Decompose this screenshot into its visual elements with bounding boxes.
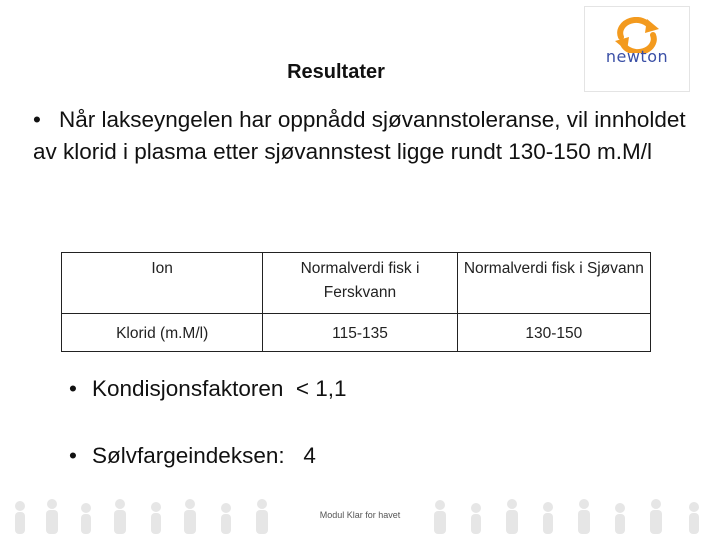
cell-seawater-value: 130-150 xyxy=(457,314,650,352)
bullet-text: Sølvfargeindeksen: 4 xyxy=(92,443,316,468)
footer-label: Modul Klar for havet xyxy=(319,510,401,520)
lead-paragraph xyxy=(33,104,705,168)
lead-text: Når lakseyngelen har oppnådd sjøvannstoleranse, vil innholdet av klorid i plasma etter sjøvannstest ligge rundt 130-150 m.M/l xyxy=(33,107,686,164)
bullet-text: Kondisjonsfaktoren < 1,1 xyxy=(92,376,347,401)
header-ion: Ion xyxy=(62,253,263,314)
cell-ion: Klorid (m.M/l) xyxy=(62,314,263,352)
bullet-marker: • xyxy=(69,443,77,468)
cell-freshwater-value: 115-135 xyxy=(263,314,457,352)
slide-title: Resultater xyxy=(287,61,385,83)
table-header-row xyxy=(62,253,651,314)
table-row xyxy=(62,314,651,352)
bullet-condition-factor xyxy=(69,375,347,403)
header-seawater: Normalverdi fisk i Sjøvann xyxy=(457,253,650,314)
bullet-silver-index xyxy=(69,442,316,470)
logo-wordmark: newton xyxy=(605,47,669,66)
bullet-marker: • xyxy=(33,107,41,132)
bullet-marker: • xyxy=(69,376,77,401)
header-freshwater: Normalverdi fisk i Ferskvann xyxy=(263,253,457,314)
results-table xyxy=(61,252,651,352)
